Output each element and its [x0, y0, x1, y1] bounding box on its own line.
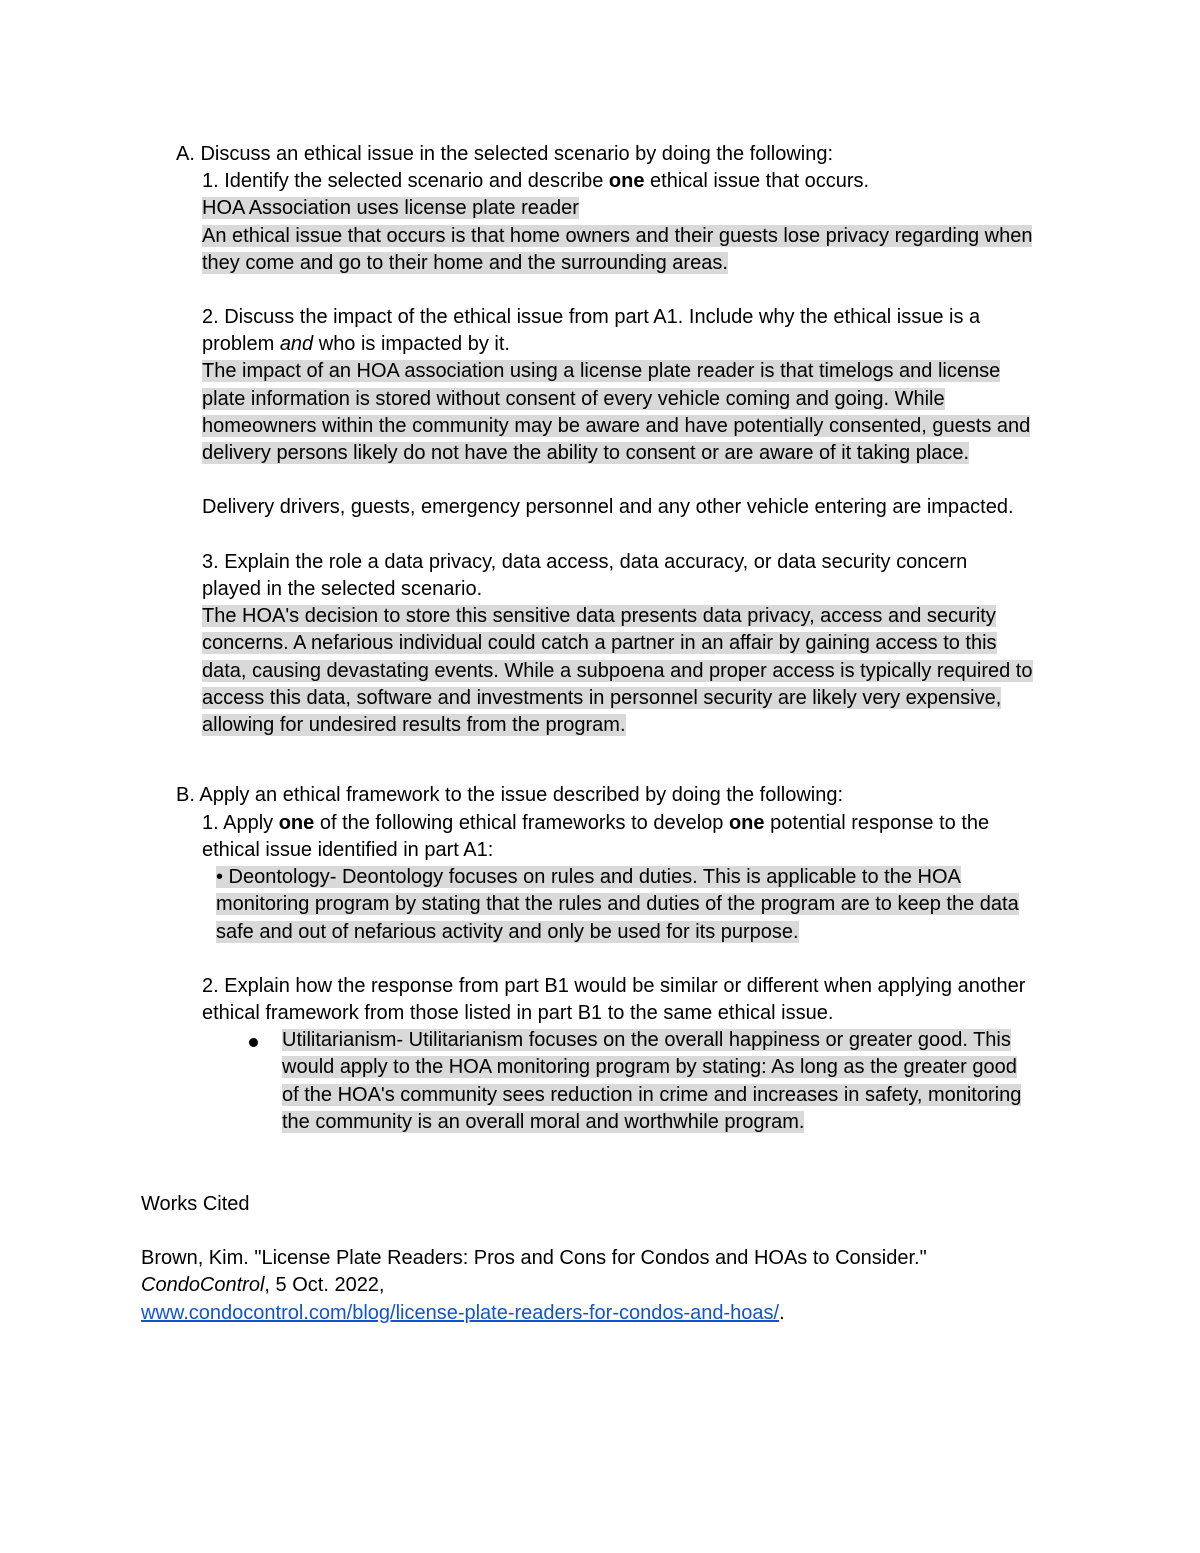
question-b2-line: ethical framework from those listed in part B1 to the same ethical issue.: [202, 1002, 834, 1024]
answer-a2-line: The impact of an HOA association using a license plate reader is that timelogs and license: [202, 360, 1001, 382]
citation-line: Brown, Kim. "License Plate Readers: Pros and Cons for Condos and HOAs to Consider.": [141, 1247, 927, 1269]
works-cited-heading: Works Cited: [141, 1193, 250, 1215]
question-a2-line: 2. Discuss the impact of the ethical issue from part A1. Include why the ethical issue is a: [202, 306, 981, 328]
question-a3-line: played in the selected scenario.: [202, 578, 483, 600]
answer-b1-line: monitoring program by stating that the rules and duties of the program are to keep the data: [216, 893, 1019, 915]
question-a1-bold: one: [608, 170, 645, 192]
question-a2-line: [202, 331, 510, 358]
question-b1-part: potential response to the: [764, 812, 990, 834]
question-a2-italic: and: [279, 333, 314, 355]
answer-a2-line: delivery persons likely do not have the ability to consent or are aware of it taking place.: [202, 442, 970, 464]
answer-b2-line: the community is an overall moral and worthwhile program.: [282, 1111, 805, 1133]
question-a2-prefix: problem: [202, 333, 280, 355]
answer-a3-line: allowing for undesired results from the program.: [202, 714, 626, 736]
bullet-icon: [249, 1038, 258, 1047]
citation-source-title: CondoControl: [141, 1274, 265, 1296]
answer-a3-line: data, causing devastating events. While a subpoena and proper access is typically required to: [202, 660, 1033, 682]
question-b1-bold: one: [728, 812, 765, 834]
answer-b1-line: • Deontology- Deontology focuses on rules and duties. This is applicable to the HOA: [216, 866, 961, 888]
question-b1-part: of the following ethical frameworks to develop: [314, 812, 729, 834]
question-b1-bold: one: [278, 812, 315, 834]
impacted-parties: Delivery drivers, guests, emergency personnel and any other vehicle entering are impacted.: [202, 496, 1014, 518]
citation-url-period: .: [779, 1302, 785, 1324]
answer-b1-line: safe and out of nefarious activity and only be used for its purpose.: [216, 921, 799, 943]
section-b-heading: B. Apply an ethical framework to the issue described by doing the following:: [176, 784, 844, 806]
section-a-heading: A. Discuss an ethical issue in the selected scenario by doing the following:: [176, 143, 834, 165]
answer-a1-line: An ethical issue that occurs is that home owners and their guests lose privacy regarding when: [202, 225, 1033, 247]
citation-source: [141, 1272, 385, 1299]
answer-b2-line: would apply to the HOA monitoring program by stating: As long as the greater good: [282, 1056, 1017, 1078]
answer-a2-line: plate information is stored without consent of every vehicle coming and going. While: [202, 388, 945, 410]
question-b1-part: 1. Apply: [202, 812, 279, 834]
answer-a3-line: The HOA's decision to store this sensitive data presents data privacy, access and security: [202, 605, 996, 627]
answer-a1-line: they come and go to their home and the surrounding areas.: [202, 252, 728, 274]
citation-link[interactable]: www.condocontrol.com/blog/license-plate-readers-for-condos-and-hoas/: [141, 1302, 780, 1324]
answer-b2-line: Utilitarianism- Utilitarianism focuses on the overall happiness or greater good. This: [282, 1029, 1011, 1051]
answer-a3-line: concerns. A nefarious individual could catch a partner in an affair by gaining access to this: [202, 632, 997, 654]
question-b1-line: ethical issue identified in part A1:: [202, 839, 494, 861]
answer-a1-line: HOA Association uses license plate reader: [202, 197, 579, 219]
question-b2-line: 2. Explain how the response from part B1 would be similar or different when applying another: [202, 975, 1026, 997]
question-b1-line: [202, 810, 989, 837]
citation-source-date: , 5 Oct. 2022,: [264, 1274, 385, 1296]
citation-url-line: [141, 1300, 785, 1327]
question-a1-prefix: 1. Identify the selected scenario and describe: [202, 170, 609, 192]
question-a3-line: 3. Explain the role a data privacy, data access, data accuracy, or data security concern: [202, 551, 968, 573]
question-a2-suffix: who is impacted by it.: [313, 333, 510, 355]
answer-b2-line: of the HOA's community sees reduction in crime and increases in safety, monitoring: [282, 1084, 1022, 1106]
answer-a3-line: access this data, software and investments in personnel security are likely very expensive,: [202, 687, 1002, 709]
answer-a2-line: homeowners within the community may be aware and have potentially consented, guests and: [202, 415, 1031, 437]
question-a1-suffix: ethical issue that occurs.: [644, 170, 870, 192]
question-a1: [202, 168, 869, 195]
